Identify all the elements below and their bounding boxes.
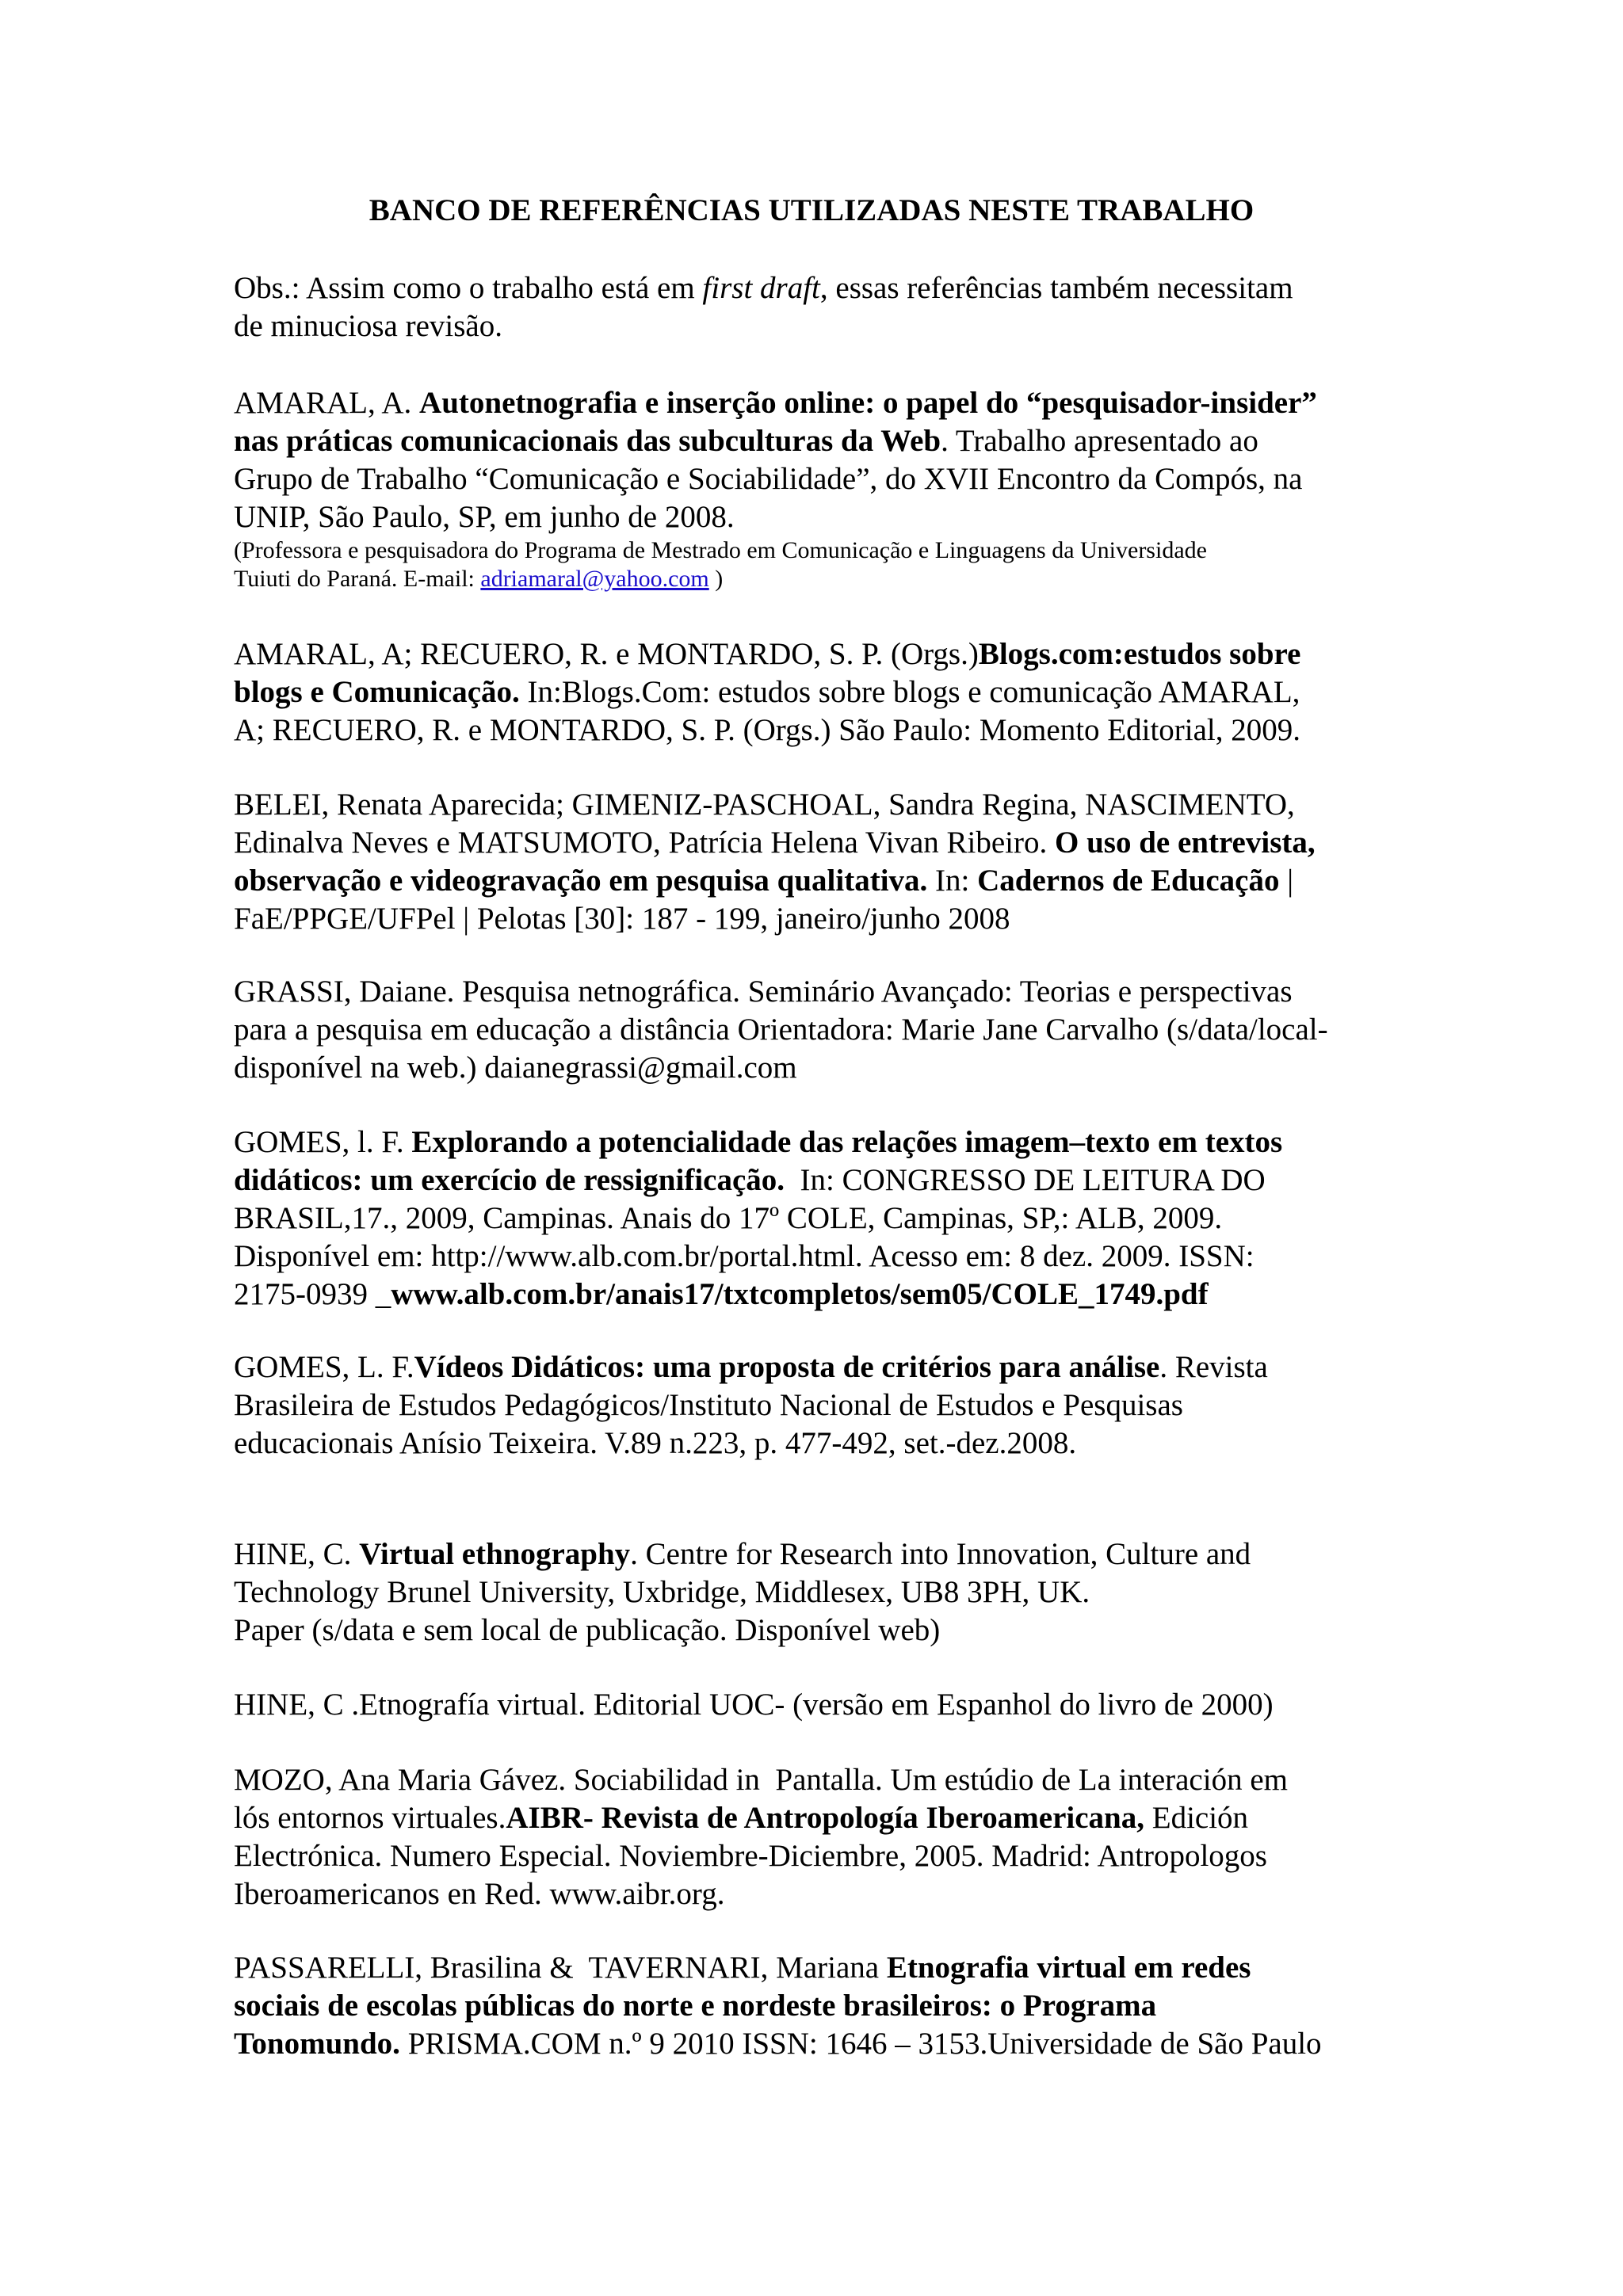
ref-text: . Revista — [1159, 1350, 1268, 1384]
ref-line — [234, 1799, 1597, 1837]
ref-title: O uso de entrevista, — [1055, 826, 1316, 860]
note-text: Tuiuti do Paraná. E-mail: — [234, 566, 481, 592]
reference-gomes-1 — [234, 1123, 1597, 1314]
ref-title: Virtual ethnography — [359, 1537, 631, 1571]
ref-line: A; RECUERO, R. e MONTARDO, S. P. (Orgs.) São Paulo: Momento Editorial, 2009. — [234, 713, 1300, 747]
ref-text: 2175-0939 _ — [234, 1277, 391, 1311]
ref-author: PASSARELLI, Brasilina & TAVERNARI, Mariana — [234, 1951, 887, 1985]
ref-title: blogs e Comunicação. — [234, 675, 520, 709]
reference-hine-2 — [234, 1686, 1597, 1724]
ref-text: PRISMA.COM n.º 9 2010 ISSN: 1646 – 3153.Universidade de São Paulo — [399, 2027, 1322, 2061]
ref-line — [234, 1348, 1597, 1386]
reference-hine-1 — [234, 1535, 1597, 1650]
ref-title: Blogs.com:estudos sobre — [978, 637, 1301, 671]
ref-line: educacionais Anísio Teixeira. V.89 n.223, p. 477-492, set.-dez.2008. — [234, 1426, 1077, 1460]
ref-text: . Trabalho apresentado ao — [941, 424, 1258, 458]
reference-passarelli — [234, 1949, 1597, 2063]
ref-line — [234, 2025, 1597, 2063]
obs-emphasis: first draft — [702, 271, 820, 305]
ref-author: HINE, C. — [234, 1537, 360, 1571]
ref-url: www.alb.com.br/anais17/txtcompletos/sem05/COLE_1749.pdf — [391, 1277, 1209, 1311]
obs-line-1 — [234, 269, 1597, 307]
ref-line: HINE, C .Etnografía virtual. Editorial UOC- (versão em Espanhol do livro de 2000) — [234, 1688, 1274, 1722]
ref-title: Autonetnografia e inserção online: o papel do “pesquisador-insider” — [419, 386, 1317, 420]
note-line: (Professora e pesquisadora do Programa de Mestrado em Comunicação e Linguagens da Universidade — [234, 537, 1207, 563]
ref-text: In: CONGRESSO DE LEITURA DO — [785, 1163, 1266, 1197]
ref-author: AMARAL, A. — [234, 386, 420, 420]
note-text: ) — [708, 566, 724, 592]
ref-line: MOZO, Ana Maria Gávez. Sociabilidad in Pantalla. Um estúdio de La interación em — [234, 1763, 1288, 1797]
ref-title: nas práticas comunicacionais das subculturas da Web — [234, 424, 941, 458]
ref-line: UNIP, São Paulo, SP, em junho de 2008. — [234, 500, 735, 534]
note-line — [234, 565, 1597, 593]
obs-line-2: de minuciosa revisão. — [234, 309, 502, 343]
ref-title: Etnografia virtual em redes — [886, 1951, 1251, 1985]
ref-line — [234, 422, 1597, 460]
ref-text: . Centre for Research into Innovation, Culture and — [630, 1537, 1251, 1571]
observation-note — [234, 269, 1597, 345]
ref-title: Explorando a potencialidade das relações imagem–texto em textos — [411, 1125, 1283, 1159]
reference-amaral-2 — [234, 635, 1597, 749]
reference-mozo — [234, 1761, 1597, 1913]
obs-text: Obs.: Assim como o trabalho está em — [234, 271, 703, 305]
reference-gomes-2 — [234, 1348, 1597, 1463]
page-title: BANCO DE REFERÊNCIAS UTILIZADAS NESTE TRABALHO — [369, 193, 1254, 227]
ref-line: Iberoamericanos en Red. www.aibr.org. — [234, 1877, 725, 1911]
ref-line: Technology Brunel University, Uxbridge, Middlesex, UB8 3PH, UK. — [234, 1575, 1090, 1609]
ref-title: observação e videogravação em pesquisa qualitativa. — [234, 864, 928, 898]
ref-title: Vídeos Didáticos: uma proposta de critérios para análise — [414, 1350, 1160, 1384]
ref-line — [234, 673, 1597, 711]
ref-text: lós entornos virtuales. — [234, 1801, 506, 1835]
ref-line: GRASSI, Daiane. Pesquisa netnográfica. Seminário Avançado: Teorias e perspectivas — [234, 974, 1293, 1009]
ref-line — [234, 1161, 1597, 1199]
reference-belei — [234, 786, 1597, 938]
ref-line — [234, 1535, 1597, 1573]
ref-line — [234, 384, 1597, 422]
ref-line: Brasileira de Estudos Pedagógicos/Instituto Nacional de Estudos e Pesquisas — [234, 1388, 1183, 1422]
ref-title: didáticos: um exercício de ressignificação. — [234, 1163, 785, 1197]
ref-author: AMARAL, A; RECUERO, R. e MONTARDO, S. P. (Orgs.) — [234, 637, 979, 671]
ref-line: Disponível em: http://www.alb.com.br/portal.html. Acesso em: 8 dez. 2009. ISSN: — [234, 1239, 1254, 1273]
ref-line: Electrónica. Numero Especial. Noviembre-Diciembre, 2005. Madrid: Antropologos — [234, 1839, 1267, 1873]
email-link[interactable]: adriamaral@yahoo.com — [480, 566, 709, 592]
ref-author: GOMES, l. F. — [234, 1125, 412, 1159]
ref-line — [234, 824, 1597, 862]
ref-title: Tonomundo. — [234, 2027, 400, 2061]
ref-line: para a pesquisa em educação a distância Orientadora: Marie Jane Carvalho (s/data/local- — [234, 1013, 1328, 1047]
ref-text: Edición — [1144, 1801, 1249, 1835]
reference-amaral-1 — [234, 384, 1597, 536]
ref-line — [234, 862, 1597, 900]
ref-line: BELEI, Renata Aparecida; GIMENIZ-PASCHOAL, Sandra Regina, NASCIMENTO, — [234, 788, 1295, 822]
ref-line — [234, 1949, 1597, 1987]
ref-text: In:Blogs.Com: estudos sobre blogs e comunicação AMARAL, — [519, 675, 1300, 709]
reference-grassi — [234, 973, 1597, 1087]
ref-line: FaE/PPGE/UFPel | Pelotas [30]: 187 - 199, janeiro/junho 2008 — [234, 902, 1010, 936]
ref-line: Paper (s/data e sem local de publicação. Disponível web) — [234, 1613, 941, 1647]
ref-text: | — [1279, 864, 1294, 898]
ref-line — [234, 1123, 1597, 1161]
ref-line: sociais de escolas públicas do norte e nordeste brasileiros: o Programa — [234, 1989, 1157, 2023]
ref-line: disponível na web.) daianegrassi@gmail.com — [234, 1051, 797, 1085]
ref-line — [234, 635, 1597, 673]
reference-amaral-1-note — [234, 536, 1597, 593]
ref-journal: Cadernos de Educação — [977, 864, 1280, 898]
obs-text: , essas referências também necessitam — [819, 271, 1293, 305]
ref-author: Edinalva Neves e MATSUMOTO, Patrícia Helena Vivan Ribeiro. — [234, 826, 1055, 860]
ref-line: BRASIL,17., 2009, Campinas. Anais do 17º COLE, Campinas, SP,: ALB, 2009. — [234, 1201, 1223, 1235]
ref-journal: AIBR- Revista de Antropología Iberoamericana, — [506, 1801, 1144, 1835]
ref-text: In: — [927, 864, 978, 898]
ref-author: GOMES, L. F. — [234, 1350, 414, 1384]
ref-line: Grupo de Trabalho “Comunicação e Sociabilidade”, do XVII Encontro da Compós, na — [234, 462, 1303, 496]
ref-line — [234, 1276, 1597, 1314]
